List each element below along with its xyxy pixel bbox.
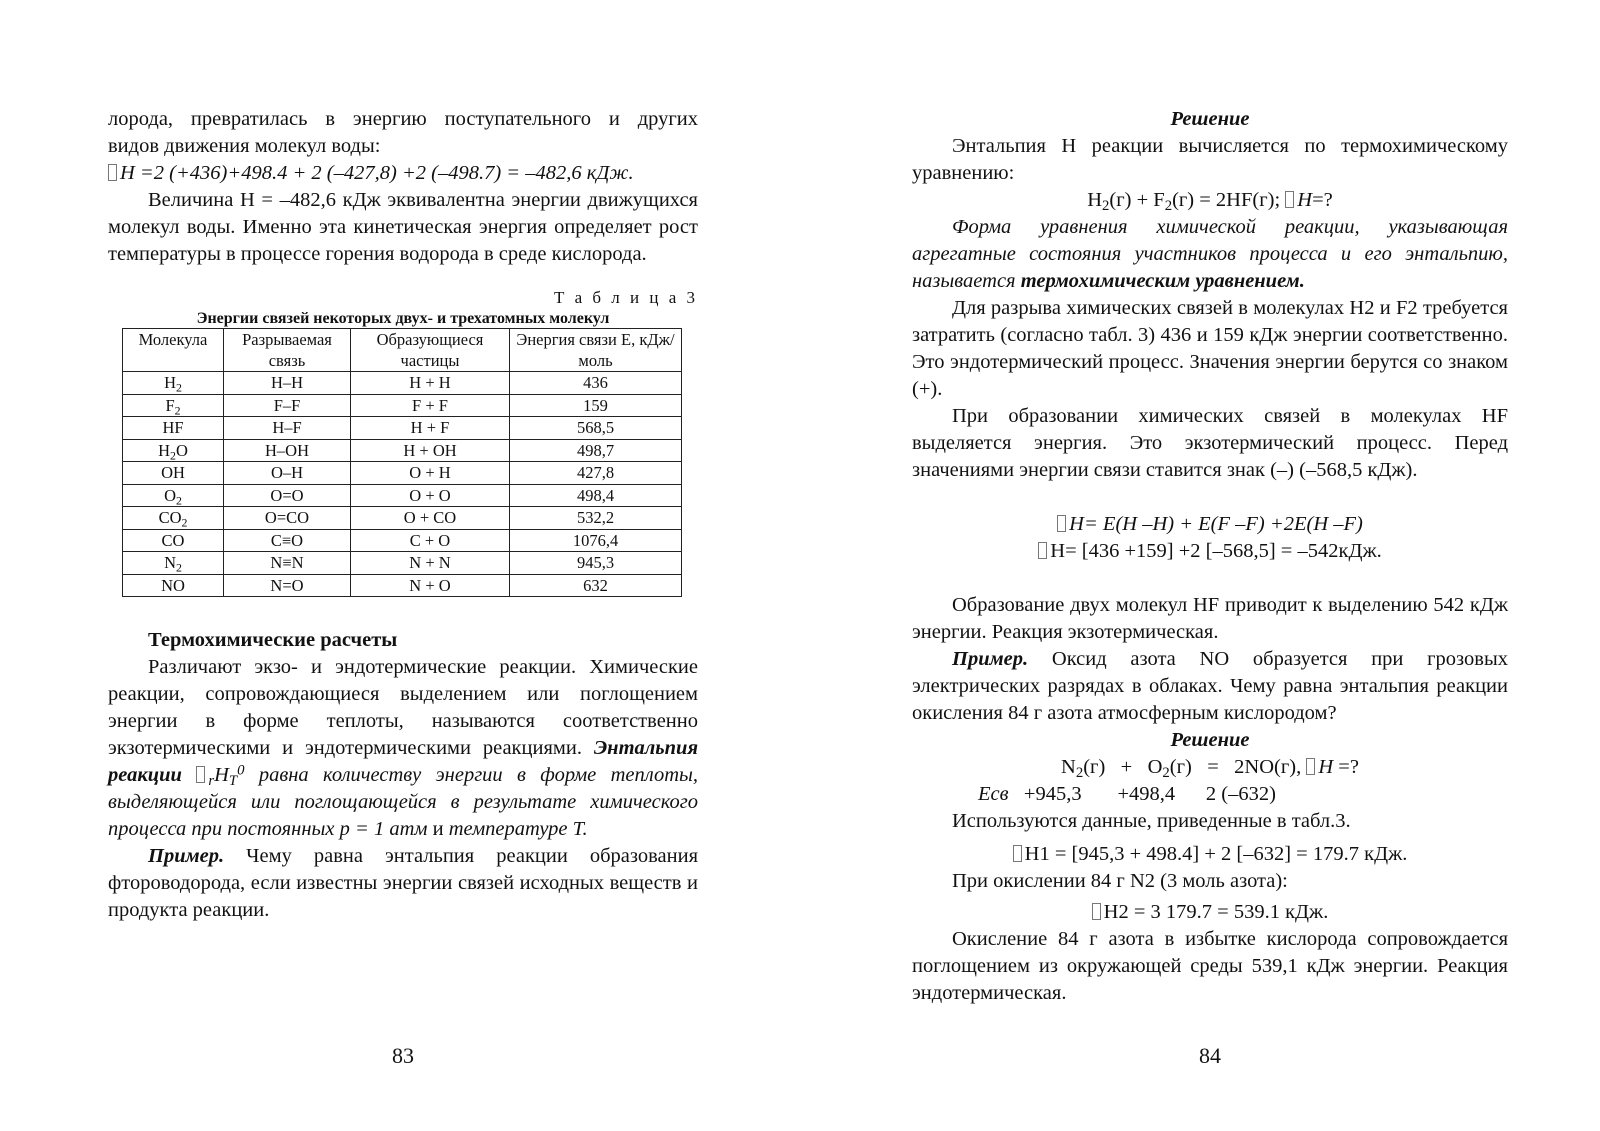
intro-line-1: лорода, превратилась в энергию поступательного и других (108, 108, 698, 130)
definition-term: термохимическим уравнением. (1020, 270, 1305, 292)
table-cell-molecule: NO (123, 574, 224, 597)
table-header-cell: Разрываемая связь (224, 329, 351, 372)
enthalpy-and: и (432, 818, 444, 840)
table-cell-particles: F + F (351, 394, 510, 417)
example-label: Пример. (148, 845, 225, 867)
formation-paragraph: При образовании химических связей в молекулах HF выделяется энергия. Это экзотермический процесс. Перед значениями энергии связи ставится знак (–) (–568,5 кДж). (912, 405, 1508, 481)
section-heading: Термохимические расчеты (148, 629, 398, 651)
section-paragraph (108, 654, 698, 843)
intro-text (108, 106, 698, 133)
delta-glyph-icon (108, 164, 117, 181)
solution-heading: Решение (1170, 108, 1250, 130)
table-cell-particles: N + N (351, 552, 510, 575)
solution-heading-2: Решение (1170, 729, 1250, 751)
delta-glyph-icon (196, 766, 205, 783)
table-cell-particles: O + H (351, 462, 510, 485)
table-cell-energy: 632 (510, 574, 682, 597)
esv-value: +498,4 (1117, 783, 1176, 805)
table-cell-molecule: CO (123, 529, 224, 552)
calc-formula: H =2 (+436)+498.4 + 2 (–427,8) +2 (–498.7) = –482,6 кДж. (120, 162, 634, 184)
esv-label: Eсв (978, 783, 1009, 805)
section-text: Различают экзо- и эндотермические реакции. Химические реакции, сопровождающиеся выделением или поглощением энергии в форме теплоты, называются соответственно экзотермическими и эндотермическими реакциями. (108, 656, 698, 759)
table-cell-bond: O=CO (224, 507, 351, 530)
table-header-cell: Энергия связи E, кДж/моль (510, 329, 682, 372)
table-cell-energy: 436 (510, 372, 682, 395)
oxidation-line: При окислении 84 г N2 (3 моль азота): (952, 870, 1288, 892)
table-cell-molecule: $O_2$ (123, 484, 224, 507)
definition-text: Форма уравнения химической реакции, указывающая агрегатные состояния участников процесса и его энтальпию, называется (912, 216, 1508, 292)
esv-value: 2 (–632) (1205, 783, 1276, 805)
table-body (123, 372, 682, 597)
page-number: 83 (392, 1043, 414, 1068)
table-cell-molecule: $H_2$ (123, 372, 224, 395)
data-used-line: Используются данные, приведенные в табл.3. (952, 810, 1351, 832)
example-paragraph (108, 843, 698, 924)
table-cell-bond: O=O (224, 484, 351, 507)
table-header-row (123, 329, 682, 372)
esv-value: +945,3 (1023, 783, 1082, 805)
bond-energy-table (122, 328, 682, 597)
h2-line (912, 899, 1508, 926)
conclusion-paragraph: Образование двух молекул HF приводит к выделению 542 кДж энергии. Реакция экзотермическая. (912, 594, 1508, 643)
delta-glyph-icon (1306, 758, 1315, 775)
table-cell-particles: H + OH (351, 439, 510, 462)
table-cell-energy: 498,7 (510, 439, 682, 462)
delta-glyph-icon (1057, 515, 1066, 532)
final-paragraph: Окисление 84 г азота в избытке кислорода сопровождается поглощением из окружающей среды 539,1 кДж энергии. Реакция эндотермическая. (912, 928, 1508, 1004)
left-page (108, 0, 698, 1131)
table-cell-energy: 427,8 (510, 462, 682, 485)
esv-line (912, 781, 1508, 808)
table-cell-energy: 568,5 (510, 417, 682, 440)
table-row (123, 462, 682, 485)
table-header-cell: Молекула (123, 329, 224, 372)
table-row (123, 574, 682, 597)
enthalpy-symbol-icon: $_rH_T^0$ (208, 762, 245, 790)
table-cell-molecule: HF (123, 417, 224, 440)
table-header-cell: Образующиеся частицы (351, 329, 510, 372)
table-row (123, 439, 682, 462)
table-cell-energy: 159 (510, 394, 682, 417)
table-cell-molecule: $N_2$ (123, 552, 224, 575)
table-cell-bond: N≡N (224, 552, 351, 575)
table-label: Т а б л и ц а 3 (553, 288, 698, 307)
table-cell-particles: H + F (351, 417, 510, 440)
enthalpy-tail: температуре T. (448, 818, 588, 840)
example-text: Чему равна энтальпия реакции образования фтороводорода, если известны энергии связей исходных веществ и продукта реакции. (108, 845, 699, 921)
definition-paragraph (912, 214, 1508, 295)
reaction-line: $N_2(г) + O_2(г) = 2NO(г)$, H =? (1061, 756, 1359, 782)
table-cell-particles: C + O (351, 529, 510, 552)
h1-line (912, 841, 1508, 868)
table-cell-energy: 532,2 (510, 507, 682, 530)
table-cell-bond: F–F (224, 394, 351, 417)
example-paragraph (912, 646, 1508, 727)
table-row (123, 529, 682, 552)
delta-glyph-icon (1092, 903, 1101, 920)
equation-line: $H_2(г) + F_2(г) = 2HF(г)$; H=? (1087, 189, 1333, 215)
table-cell-bond: H–OH (224, 439, 351, 462)
table-cell-energy: 498,4 (510, 484, 682, 507)
enthalpy-definition: равна количеству энергии в форме теплоты, выделяющейся или поглощающейся в результате химического процесса при постоянных p = 1 атм (108, 764, 699, 840)
h1-text: H1 = [945,3 + 498.4] + 2 [–632] = 179.7 кДж. (1024, 843, 1408, 865)
table-row (123, 507, 682, 530)
table-cell-particles: N + O (351, 574, 510, 597)
table-cell-energy: 1076,4 (510, 529, 682, 552)
table-row (123, 552, 682, 575)
table-cell-molecule: OH (123, 462, 224, 485)
delta-glyph-icon (1285, 191, 1294, 208)
table-cell-bond: C≡O (224, 529, 351, 552)
table-cell-bond: H–F (224, 417, 351, 440)
table-row (123, 417, 682, 440)
table-cell-particles: O + CO (351, 507, 510, 530)
table-cell-bond: O–H (224, 462, 351, 485)
magnitude-paragraph (108, 187, 698, 268)
formula-2 (912, 538, 1508, 565)
intro-line-2: видов движения молекул воды: (108, 135, 381, 157)
table-row (123, 484, 682, 507)
table-cell-bond: H–H (224, 372, 351, 395)
formula-1-text: H= E(H –H) + E(F –F) +2E(H –F) (1069, 513, 1363, 535)
table-cell-bond: N=O (224, 574, 351, 597)
enthalpy-term: Энтальпия реакции (108, 737, 699, 786)
enthalpy-intro-text: Энтальпия H реакции вычисляется по термохимическому уравнению: (912, 135, 1508, 184)
table-row (123, 372, 682, 395)
formula-1 (912, 511, 1508, 538)
table-cell-molecule: $F_2$ (123, 394, 224, 417)
table-title: Энергии связей некоторых двух- и трехатомных молекул (196, 310, 610, 327)
delta-glyph-icon (1013, 845, 1022, 862)
table-cell-molecule: $H_2O$ (123, 439, 224, 462)
table-cell-particles: O + O (351, 484, 510, 507)
h2-text: H2 = 3 179.7 = 539.1 кДж. (1103, 901, 1329, 923)
page-number: 84 (1199, 1043, 1221, 1068)
example-label: Пример. (952, 648, 1029, 670)
break-paragraph: Для разрыва химических связей в молекулах H2 и F2 требуется затратить (согласно табл. 3) 436 и 159 кДж энергии соответственно. Это эндотермический процесс. Значения энергии берутся со знаком (+). (912, 297, 1508, 400)
table-cell-energy: 945,3 (510, 552, 682, 575)
magnitude-text: Величина H = –482,6 кДж эквивалентна энергии движущихся молекул воды. Именно эта кинетическая энергия определяет рост температуры в процессе горения водорода в среде кислорода. (108, 189, 698, 265)
table-row (123, 394, 682, 417)
right-page (912, 0, 1508, 1131)
example-text: Оксид азота NO образуется при грозовых электрических разрядах в облаках. Чему равна энтальпия реакции окисления 84 г азота атмосферным кислородом? (912, 648, 1508, 724)
table-cell-particles: H + H (351, 372, 510, 395)
delta-glyph-icon (1038, 542, 1047, 559)
intro-text-2 (108, 133, 698, 160)
formula-2-text: H= [436 +159] +2 [–568,5] = –542кДж. (1050, 540, 1382, 562)
enthalpy-intro (912, 133, 1508, 187)
table-cell-molecule: $CO_2$ (123, 507, 224, 530)
calc-line (108, 160, 698, 187)
